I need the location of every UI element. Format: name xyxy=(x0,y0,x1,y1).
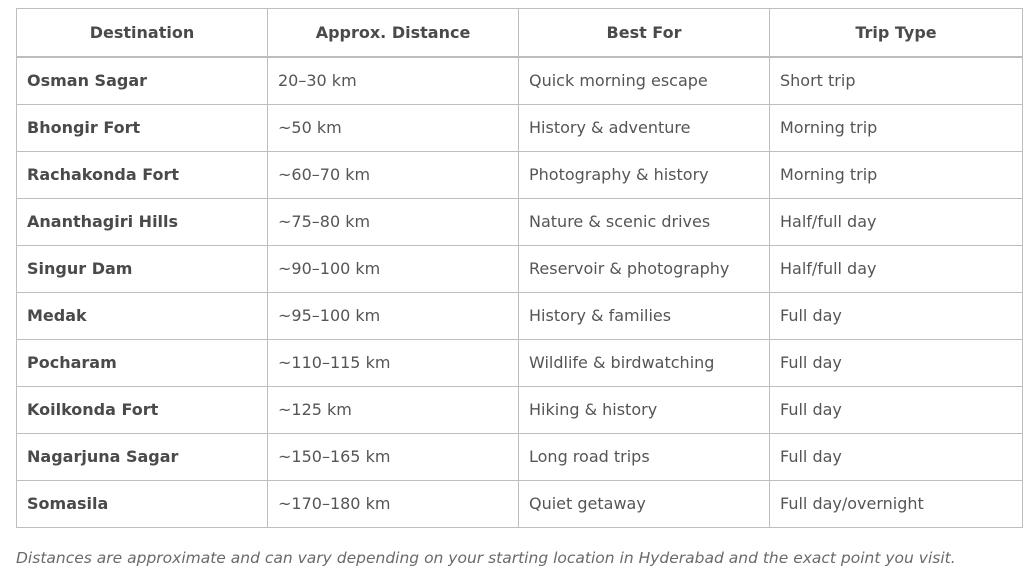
cell-trip-type: Full day/overnight xyxy=(770,481,1023,528)
cell-best-for: Hiking & history xyxy=(519,387,770,434)
cell-trip-type: Morning trip xyxy=(770,105,1023,152)
header-trip-type: Trip Type xyxy=(770,9,1023,58)
header-approx-distance: Approx. Distance xyxy=(268,9,519,58)
cell-trip-type: Morning trip xyxy=(770,152,1023,199)
cell-distance: ~150–165 km xyxy=(268,434,519,481)
cell-destination: Pocharam xyxy=(17,340,268,387)
cell-distance: ~60–70 km xyxy=(268,152,519,199)
table-row xyxy=(17,434,1023,481)
cell-trip-type: Half/full day xyxy=(770,246,1023,293)
cell-best-for: Long road trips xyxy=(519,434,770,481)
cell-trip-type: Full day xyxy=(770,434,1023,481)
cell-trip-type: Full day xyxy=(770,387,1023,434)
cell-destination: Koilkonda Fort xyxy=(17,387,268,434)
cell-trip-type: Short trip xyxy=(770,57,1023,105)
cell-destination: Bhongir Fort xyxy=(17,105,268,152)
table-header-row xyxy=(17,9,1023,58)
table-row xyxy=(17,152,1023,199)
cell-distance: ~95–100 km xyxy=(268,293,519,340)
cell-distance: ~110–115 km xyxy=(268,340,519,387)
table-row xyxy=(17,57,1023,105)
table-row xyxy=(17,340,1023,387)
cell-trip-type: Full day xyxy=(770,340,1023,387)
cell-distance: ~75–80 km xyxy=(268,199,519,246)
header-destination: Destination xyxy=(17,9,268,58)
cell-best-for: Quick morning escape xyxy=(519,57,770,105)
cell-distance: ~170–180 km xyxy=(268,481,519,528)
destinations-table-container xyxy=(16,8,1022,528)
cell-destination: Singur Dam xyxy=(17,246,268,293)
cell-best-for: History & adventure xyxy=(519,105,770,152)
cell-distance: ~125 km xyxy=(268,387,519,434)
cell-destination: Ananthagiri Hills xyxy=(17,199,268,246)
footnote: Distances are approximate and can vary depending on your starting location in Hyderabad and the exact point you visit. xyxy=(16,549,956,567)
cell-distance: ~90–100 km xyxy=(268,246,519,293)
table-row xyxy=(17,293,1023,340)
cell-best-for: Reservoir & photography xyxy=(519,246,770,293)
cell-best-for: Wildlife & birdwatching xyxy=(519,340,770,387)
cell-best-for: Photography & history xyxy=(519,152,770,199)
table-row xyxy=(17,387,1023,434)
destinations-table xyxy=(16,8,1023,528)
cell-best-for: Quiet getaway xyxy=(519,481,770,528)
cell-trip-type: Full day xyxy=(770,293,1023,340)
cell-best-for: History & families xyxy=(519,293,770,340)
cell-distance: 20–30 km xyxy=(268,57,519,105)
cell-best-for: Nature & scenic drives xyxy=(519,199,770,246)
cell-destination: Osman Sagar xyxy=(17,57,268,105)
table-row xyxy=(17,246,1023,293)
table-row xyxy=(17,481,1023,528)
cell-destination: Rachakonda Fort xyxy=(17,152,268,199)
table-row xyxy=(17,105,1023,152)
cell-destination: Medak xyxy=(17,293,268,340)
cell-destination: Nagarjuna Sagar xyxy=(17,434,268,481)
header-best-for: Best For xyxy=(519,9,770,58)
cell-distance: ~50 km xyxy=(268,105,519,152)
table-row xyxy=(17,199,1023,246)
cell-trip-type: Half/full day xyxy=(770,199,1023,246)
cell-destination: Somasila xyxy=(17,481,268,528)
